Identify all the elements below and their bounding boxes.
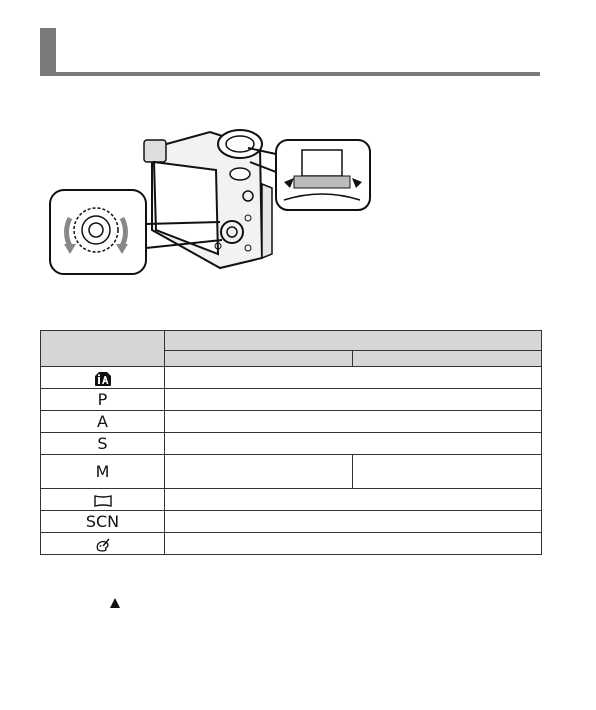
manual-icon: M <box>95 462 110 481</box>
section-header-rule <box>40 72 540 76</box>
camera-control-ring-illustration <box>40 118 380 280</box>
table-row <box>41 433 542 455</box>
table-row <box>41 455 542 489</box>
mode-value-cell <box>165 489 542 511</box>
mode-icon-cell <box>41 455 165 489</box>
table-row <box>41 367 542 389</box>
table-row <box>41 411 542 433</box>
mode-icon-cell <box>41 433 165 455</box>
header-sub-left <box>165 351 353 367</box>
mode-value-cell <box>165 433 542 455</box>
shutter-priority-icon: S <box>97 434 108 453</box>
program-icon: P <box>97 390 108 409</box>
header-mode-cell <box>41 331 165 367</box>
mode-icon-cell <box>41 411 165 433</box>
mode-icon-cell <box>41 533 165 555</box>
header-control-cell <box>165 331 542 351</box>
up-arrow-icon <box>110 598 120 608</box>
mode-value-cell <box>165 511 542 533</box>
table-row <box>41 533 542 555</box>
aperture-priority-icon: A <box>97 412 108 431</box>
panorama-icon <box>94 495 112 507</box>
table-row <box>41 511 542 533</box>
mode-value-cell <box>165 389 542 411</box>
section-header-block <box>40 28 56 76</box>
mode-icon-cell <box>41 511 165 533</box>
mode-icon-cell <box>41 389 165 411</box>
mode-value-cell-right <box>353 455 542 489</box>
table-row <box>41 489 542 511</box>
header-sub-right <box>353 351 542 367</box>
table-row <box>41 389 542 411</box>
intelligent-auto-icon <box>93 371 113 387</box>
creative-control-icon <box>95 537 111 553</box>
mode-icon-cell <box>41 367 165 389</box>
mode-value-cell <box>165 411 542 433</box>
mode-settings-table <box>40 330 542 555</box>
mode-value-cell-left <box>165 455 353 489</box>
mode-value-cell <box>165 367 542 389</box>
scene-icon: SCN <box>85 512 120 531</box>
mode-value-cell <box>165 533 542 555</box>
mode-icon-cell <box>41 489 165 511</box>
